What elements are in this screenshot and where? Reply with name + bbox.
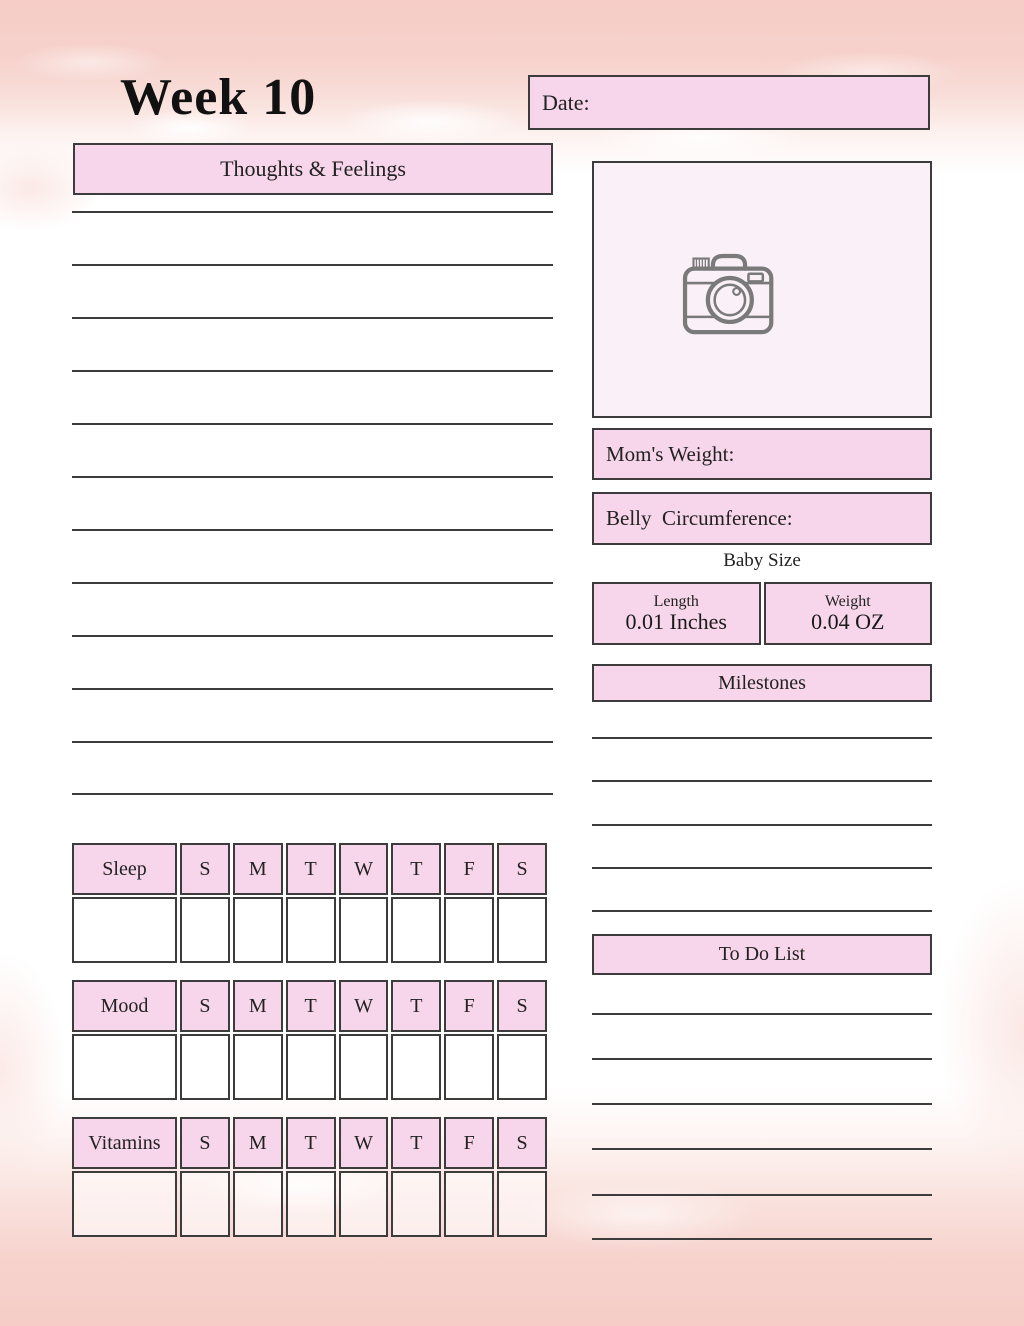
vitamins-entry-cell[interactable] bbox=[339, 1171, 389, 1237]
sleep-entry-cell[interactable] bbox=[444, 897, 494, 963]
day-header-tue: T bbox=[286, 980, 336, 1032]
writing-line[interactable] bbox=[72, 317, 553, 319]
baby-weight-value: 0.04 OZ bbox=[811, 609, 885, 635]
vitamins-entry-cell[interactable] bbox=[180, 1171, 230, 1237]
mood-tracker-label: Mood bbox=[72, 980, 177, 1032]
writing-line[interactable] bbox=[72, 529, 553, 531]
day-header-thu: T bbox=[391, 843, 441, 895]
writing-line[interactable] bbox=[72, 688, 553, 690]
sleep-tracker-entry-row bbox=[72, 897, 547, 963]
vitamins-tracker bbox=[72, 1117, 547, 1237]
day-header-mon: M bbox=[233, 1117, 283, 1169]
day-header-fri: F bbox=[444, 1117, 494, 1169]
mood-tracker-header-row bbox=[72, 980, 547, 1032]
baby-length-value: 0.01 Inches bbox=[625, 609, 727, 635]
baby-length-label: Length bbox=[653, 592, 699, 610]
vitamins-entry-cell[interactable] bbox=[286, 1171, 336, 1237]
camera-icon bbox=[674, 245, 784, 338]
writing-line[interactable] bbox=[72, 582, 553, 584]
mood-entry-cell[interactable] bbox=[286, 1034, 336, 1100]
day-header-sat: S bbox=[497, 980, 547, 1032]
vitamins-entry-cell[interactable] bbox=[233, 1171, 283, 1237]
writing-line[interactable] bbox=[72, 370, 553, 372]
writing-line[interactable] bbox=[592, 1148, 932, 1150]
day-header-mon: M bbox=[233, 980, 283, 1032]
sleep-entry-cell[interactable] bbox=[391, 897, 441, 963]
writing-line[interactable] bbox=[592, 780, 932, 782]
vitamins-entry-cell[interactable] bbox=[497, 1171, 547, 1237]
writing-line[interactable] bbox=[592, 737, 932, 739]
thoughts-feelings-header bbox=[73, 143, 553, 195]
writing-line[interactable] bbox=[72, 635, 553, 637]
belly-circumference-field[interactable] bbox=[592, 492, 932, 545]
writing-line[interactable] bbox=[72, 264, 553, 266]
writing-line[interactable] bbox=[592, 1013, 932, 1015]
thoughts-feelings-title: Thoughts & Feelings bbox=[220, 156, 406, 181]
vitamins-tracker-label: Vitamins bbox=[72, 1117, 177, 1169]
writing-line[interactable] bbox=[592, 867, 932, 869]
sleep-tracker-label: Sleep bbox=[72, 843, 177, 895]
vitamins-tracker-entry-row bbox=[72, 1171, 547, 1237]
baby-weight-cell bbox=[764, 582, 933, 645]
baby-length-cell bbox=[592, 582, 761, 645]
sleep-entry-cell[interactable] bbox=[286, 897, 336, 963]
sleep-tracker-header-row bbox=[72, 843, 547, 895]
sleep-entry-cell[interactable] bbox=[233, 897, 283, 963]
writing-line[interactable] bbox=[592, 1194, 932, 1196]
mood-entry-cell[interactable] bbox=[72, 1034, 177, 1100]
photo-placeholder[interactable] bbox=[592, 161, 932, 418]
sleep-entry-cell[interactable] bbox=[339, 897, 389, 963]
mood-tracker-entry-row bbox=[72, 1034, 547, 1100]
sleep-entry-cell[interactable] bbox=[497, 897, 547, 963]
moms-weight-field[interactable] bbox=[592, 428, 932, 480]
day-header-sat: S bbox=[497, 1117, 547, 1169]
mood-tracker bbox=[72, 980, 547, 1100]
vitamins-entry-cell[interactable] bbox=[391, 1171, 441, 1237]
writing-line[interactable] bbox=[72, 741, 553, 743]
belly-circumference-label: Belly Circumference: bbox=[606, 506, 793, 530]
sleep-tracker bbox=[72, 843, 547, 963]
writing-line[interactable] bbox=[592, 910, 932, 912]
writing-line[interactable] bbox=[72, 423, 553, 425]
baby-size-title: Baby Size bbox=[723, 550, 801, 571]
moms-weight-label: Mom's Weight: bbox=[606, 441, 735, 466]
writing-line[interactable] bbox=[592, 824, 932, 826]
vitamins-entry-cell[interactable] bbox=[72, 1171, 177, 1237]
vitamins-entry-cell[interactable] bbox=[444, 1171, 494, 1237]
day-header-sat: S bbox=[497, 843, 547, 895]
writing-line[interactable] bbox=[72, 793, 553, 795]
day-header-wed: W bbox=[339, 980, 389, 1032]
writing-line[interactable] bbox=[72, 476, 553, 478]
mood-entry-cell[interactable] bbox=[233, 1034, 283, 1100]
date-field[interactable] bbox=[528, 75, 930, 130]
day-header-thu: T bbox=[391, 1117, 441, 1169]
baby-weight-label: Weight bbox=[824, 592, 871, 610]
day-header-thu: T bbox=[391, 980, 441, 1032]
mood-entry-cell[interactable] bbox=[339, 1034, 389, 1100]
writing-line[interactable] bbox=[72, 211, 553, 213]
mood-entry-cell[interactable] bbox=[444, 1034, 494, 1100]
day-header-wed: W bbox=[339, 843, 389, 895]
todo-list-title: To Do List bbox=[718, 943, 806, 965]
day-header-sun: S bbox=[180, 1117, 230, 1169]
day-header-sun: S bbox=[180, 980, 230, 1032]
date-label: Date: bbox=[542, 89, 590, 115]
mood-entry-cell[interactable] bbox=[180, 1034, 230, 1100]
vitamins-tracker-header-row bbox=[72, 1117, 547, 1169]
page-title: Week 10 bbox=[120, 69, 317, 126]
writing-line[interactable] bbox=[592, 1103, 932, 1105]
day-header-tue: T bbox=[286, 1117, 336, 1169]
day-header-fri: F bbox=[444, 980, 494, 1032]
mood-entry-cell[interactable] bbox=[391, 1034, 441, 1100]
todo-list-header bbox=[592, 934, 932, 975]
day-header-sun: S bbox=[180, 843, 230, 895]
writing-line[interactable] bbox=[592, 1058, 932, 1060]
day-header-fri: F bbox=[444, 843, 494, 895]
milestones-header bbox=[592, 664, 932, 702]
day-header-wed: W bbox=[339, 1117, 389, 1169]
day-header-mon: M bbox=[233, 843, 283, 895]
day-header-tue: T bbox=[286, 843, 336, 895]
mood-entry-cell[interactable] bbox=[497, 1034, 547, 1100]
writing-line[interactable] bbox=[592, 1238, 932, 1240]
sleep-entry-cell[interactable] bbox=[72, 897, 177, 963]
milestones-title: Milestones bbox=[718, 671, 806, 694]
sleep-entry-cell[interactable] bbox=[180, 897, 230, 963]
baby-size-table bbox=[592, 582, 932, 645]
